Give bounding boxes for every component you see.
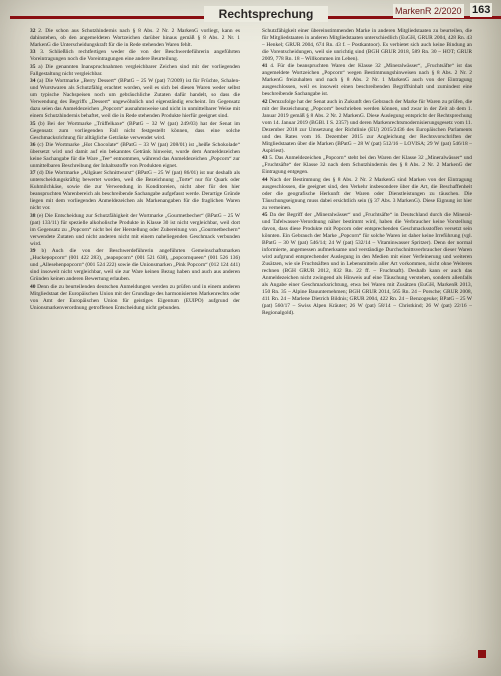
paragraph: [30, 64, 240, 78]
paragraph-text: Schutzfähigkeit einer übereinstimmenden Marke in anderen Mitgliedstaaten zu beurteilen, die für Mitgliedstaaten in anderen Mitgliedstaaten unterschiedlich (EuGH, GRUR 2004, 428 Rn. 43 – Henkel; GRUR 2004, 674 Rn. 43 f. – Postkantoor). Es verbietet sich auch keine Bindung an die Vorentscheidungen, weil sie unrichtig sind (BGH GRUR 2018, 589 Rn. 30 – HOT; GRUR 2009, 778 Rn. 18 – Willkommen im Leben).: [262, 28, 472, 62]
paragraph-number: 45: [262, 211, 268, 218]
paragraph-number: 44: [262, 176, 268, 183]
left-column: [30, 28, 240, 312]
paragraph-number: 35: [30, 63, 36, 70]
paragraph: [262, 63, 472, 98]
paragraph-number: 39: [30, 248, 36, 255]
paragraph-text: (c) Die Wortmarke „Hot Chocolate“ (BPatG – 33 W (pat) 208/01) ist „heiße Schokolade“ übersetzt wird und damit auf ein bekanntes Getränk hinweist, wurde dem Anmeldezeichen keine Sachangabe für die Ware „Tee“ entnommen, während das Anmeldezeichen „Popcorn“ zur unmittelbaren Beschreibung der Inhaltsstoffe von Produkten eignet.: [30, 141, 240, 169]
paragraph-text: b) Auch die von der Beschwerdeführerin angeführten Gemeinschaftsmarken „Huckepopcorn“ (001 422 283), „teapopcorn“ (001 521 638), „popcornqueen“ (001 526 136) und „Allesehenpopcorn“ (001 524 222) sowie die Unionsmarken „Pink Popcorn“ (012 124 441) sind insoweit nicht vergleichbar, weil sie zur Ware keinen Bezug haben und auch aus anderen Gründen keinen anderen Bewertung erlauben.: [30, 248, 241, 283]
paragraph: [30, 78, 240, 120]
paragraph: [30, 213, 240, 248]
paragraph-number: 32: [30, 28, 36, 34]
paragraph-text: (a) Die Wortmarke „Berry Dessert“ (BPatG – 25 W (pat) 7/2009) ist für Früchte, Schalen- und Wurstwaren als Schutzfähig erachtet worden, weil es sich bei diesen Waren weder selbst um typische Nachspeisen noch um gebräuchliche Zutaten dafür handelt, so dass die Verwendung des Begriffs „Dessert“ ungewöhnlich und eigenständig erscheint. Im Gegensatz dazu seien das Anmeldezeichen „Popcorn“ ausnahmsweise und nicht in unmittelbarer Weise mit einem Schutzhindernis behaftet, weil die in Rede stehenden Produkte hierfür geeignet sind.: [30, 78, 240, 120]
right-column: [262, 28, 472, 317]
paragraph: [262, 177, 472, 212]
paragraph: [262, 212, 472, 317]
paragraph-text: 4. Für die beanspruchten Waren der Klasse 32 „Mineralwässer“, „Fruchtsäfte“ ist das angemeldete Wortzeichen „Popcorn“ wegen Bestimmungshinweisen nach § 8 Abs. 2 Nr. 2 MarkenG freizuhalten und nach § 8 Abs. 2 Nr. 1 MarkenG auch von der Eintragung ausgeschlossen, weil es insoweit einen beschreibenden Begriffsinhalt und zumindest eine beschreibende Sachangabe ist.: [262, 63, 472, 98]
paragraph-text: a) Die genannten Inanspruchnahmen vergleichbarer Zeichen sind mit der vorliegenden Fallgestaltung nicht vergleichbar.: [30, 63, 241, 77]
paragraph-text: Demzufolge hat der Senat auch in Zukunft den Gebrauch der Marke für Waren zu prüfen, die mit der Bezeichnung „Popcorn“ beschrieben werden können, und zwar in der Zeit ab dem 1. Januar 2019 gemäß § 8 Abs. 2 Nr. 2 MarkenG. Diese Auslegung entspricht der Rechtsprechung vom 14. Januar 2019 (BGBl. I S. 2357) und deren Markenrechtsmodernisierungsgesetz vom 11. Dezember 2018 zur Umsetzung der Richtlinie (EU) 2015/2436 des Europäischen Parlaments und des Rates vom 16. Dezember 2015 zur Angleichung der Rechtsvorschriften der Mitgliedstaaten über die Marken (BPatG – 28 W (pat) 512/16 – LOVISA; 29 W (pat) 546/18 – Aspiriest).: [262, 98, 473, 154]
paragraph-text: 3. Schließlich rechtfertigen weder die von der Beschwerdeführerin angeführten Voreintragungen noch die Voreintragungen eine andere Beurteilung.: [30, 49, 240, 63]
paragraph-text: (d) Die Wortmarke „Allgäuer Schnittwurst“ (BPatG – 25 W (pat) 86/01) ist nur deshalb als unterscheidungskräftig bewertet worden, weil die Bezeichnung „Torte“ nur für Quark oder Kuhmilchkäse, sowie die zur Verwendung in Konditoreien, nicht aber für den hier beanspruchten Warenbereich als beschreibende Sachangabe aufgefasst werde. Derartige Gründe liegen mit dem vorliegenden Anmeldezeichen als Markenangaben für die fraglichen Waren nicht vor.: [30, 170, 241, 212]
paragraph-text: (b) Bei der Wortmarke „Trüffelkaxe“ (BPatG – 32 W (pat) 249/03) hat der Senat im Gegensatz zum vorliegenden Fall nicht festgestellt können, dass eine solche Geschmacksrichtung für alltägliche Getränke verwendet wird.: [30, 120, 241, 141]
paragraph: [30, 142, 240, 170]
paragraph: [262, 99, 472, 155]
paragraph-number: 42: [262, 98, 268, 105]
paragraph-number: 41: [262, 63, 268, 70]
paragraph-text: Denn die zu beurteilenden deutschen Anmeldungen werden zu prüfen und in einem anderen Mitgliedstaat der Europäischen Union mit der Grundlage des harmonisierten Markenrechts oder von Amt der Europäischen Union für geistiges Eigentum (EUIPO) aufgrund der Unionsmarkenverordnung getroffenen Entscheidung nicht gebunden.: [30, 283, 240, 311]
page-corner-marker: [478, 650, 486, 658]
page-number: 163: [472, 4, 491, 16]
paragraph-text: 2. Die schon aus Schutzhindernis nach § 8 Abs. 2 Nr. 2 MarkenG vorliegt, kann es dahinstehen, ob den angemeldeten Wortzeichen darüber hinaus gemäß § 8 Abs. 2 Nr. 1 MarkenG die Unterscheidungskraft für die in Rede stehenden Waren fehlt.: [30, 28, 240, 48]
paragraph-text: Nach der Bestimmung des § 8 Abs. 2 Nr. 2 MarkenG sind Marken von der Eintragung ausgeschlossen, die geeignet sind, den Verkehr insbesondere über die Art, die Beschaffenheit oder die geografische Herkunft der Waren oder Dienstleistungen zu täuschen. Die Täuschungseignung muss dabei ersichtlich sein (§ 37 Abs. 3 MarkenG). Diese Eignung ist hier zu verneinen.: [262, 176, 473, 211]
paragraph: [30, 284, 240, 312]
paragraph: [262, 155, 472, 176]
paragraph-number: 36: [30, 141, 36, 148]
paragraph-text: (e) Die Entscheidung zur Schutzfähigkeit der Wortmarke „Gourmetbecher“ (BPatG – 25 W (pat) 133/11) für spezielle alkoholische Produkte in Klasse 30 ist nicht vergleichbar, weil dort im Gegensatz zu „Popcorn“ nicht bei der Herstellung oder Zubereitung von „Gourmetbechern“ verwendete Zutaten und nicht anderen nicht mit einem naheliegenden Geschmack verbunden wird.: [30, 212, 241, 247]
paragraph: [30, 170, 240, 212]
paragraph-number: 35: [30, 120, 36, 127]
paragraph-number: 40: [30, 283, 36, 290]
paragraph-number: 37: [30, 170, 36, 177]
page-header: [0, 0, 501, 30]
paragraph: [262, 28, 472, 63]
paragraph-number: 38: [30, 212, 36, 219]
paragraph-number: 43: [262, 155, 268, 162]
journal-issue: MarkenR 2/2020: [395, 6, 462, 16]
paragraph: [30, 121, 240, 142]
paragraph-text: Da der Begriff der „Mineralwässer“ und „Fruchtsäfte“ in Deutschland durch die Mineral- und Tafelwasser-Verordnung näher bestimmt wird, haben die Verbraucher keine Vorstellung davon, dass diese Produkte mit Popcorn oder entsprechenden Geschmacksstoffen versetzt sein könnten. Ein Gebrauch der Marke „Popcorn“ für solche Waren ist daher keine Irreführung (vgl. BPatG – 30 W (pat) 546/14; 24 W (pat) 532/14 – Vitaminwasser Spritzer). Denn der normal informierte, angemessen aufmerksame und verständige Durchschnittsverbraucher dieser Waren wird aufgrund entsprechender Auslegung in den Medien mit einer Verfeinerung und weiteren Zusätzen, wie sie Fruchtsäften und in Lebensmitteln aller Art vorkommen, nicht ohne Weiteres rechnen (BGH GRUR 2012, 832 Rn. 22 ff. – Fruchtsaft). Deshalb kann er auch das Anmeldezeichen nicht zwingend als Hinweis auf eine Täuschung verstehen, sondern allenfalls als Angabe einer Geschmacksrichtung, etwa bei Waren mit Zusätzen (EuGH, MarkenR 2013, 150 Rn. 35 – Alpine Bauunternehmen; BGH GRUR 2014, 565 Rn. 24 – Porsche; GRUR 2008, 411 Rn. 24 – Marlene Dietrich Bildnis; GRUR 2004, 422 Rn. 24 – Benzogeuke; BPatG – 25 W (pat) 560/17 – Swiss Alpen Kräuter; 26 W (pat) 58/14 – Christkind; 26 W (pat) 22/16 – Regionalgold).: [262, 211, 472, 316]
paragraph-number: 34: [30, 78, 36, 85]
paragraph-text: 5. Das Anmeldezeichen „Popcorn“ steht bei den Waren der Klasse 32 „Mineralwässer“ und „Fruchtsäfte“ der Klasse 32 nach dem Schutzhindernis des § 8 Abs. 2 Nr. 2 MarkenG der Eintragung entgegen.: [262, 155, 472, 176]
paragraph-number: 33: [30, 49, 36, 56]
paragraph: [30, 28, 240, 49]
paragraph: [30, 248, 240, 283]
paragraph: [30, 49, 240, 63]
section-title: Rechtsprechung: [204, 6, 328, 22]
